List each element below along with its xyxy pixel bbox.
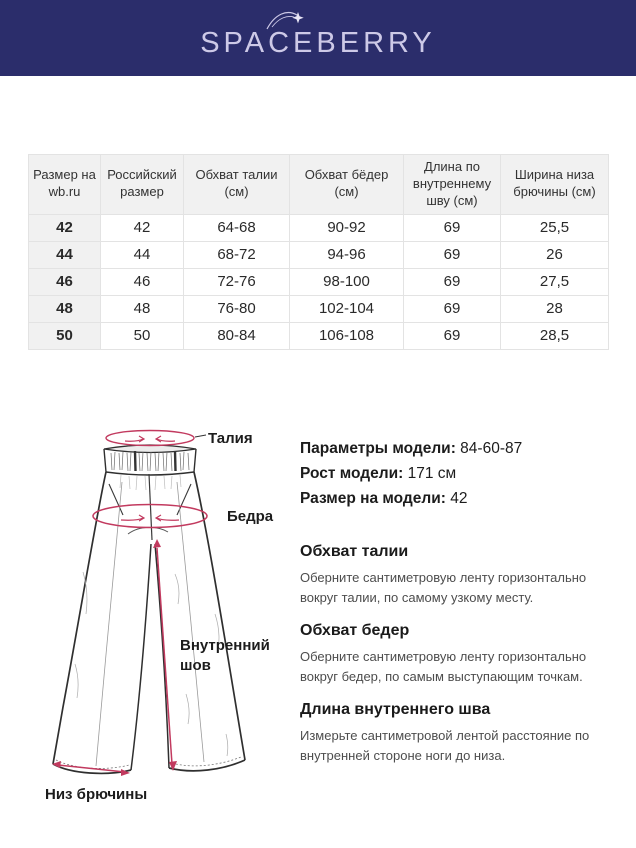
model-params-value: 84-60-87 [460,440,523,457]
cell-hem-width: 28,5 [501,322,609,349]
table-row [29,241,609,268]
cell-wb-size: 46 [29,268,101,295]
waist-label: Талия [208,430,253,447]
cell-inseam: 69 [404,214,501,241]
cell-wb-size: 42 [29,214,101,241]
column-header-ru-size: Российский размер [101,155,184,215]
guide-section-hips [300,622,618,686]
cell-hips: 106-108 [290,322,404,349]
table-row [29,295,609,322]
cell-hem-width: 27,5 [501,268,609,295]
guide-text: Измерьте сантиметровой лентой расстояние по внутренней стороне ноги до низа. [300,728,590,763]
table-row [29,214,609,241]
guide-text: Оберните сантиметровую ленту горизонтально вокруг талии, по самому узкому месту. [300,570,587,605]
pants-diagram [25,412,305,812]
brand-header [0,0,636,76]
cell-waist: 76-80 [184,295,290,322]
cell-hips: 94-96 [290,241,404,268]
guide-section-inseam [300,701,618,765]
column-header-hips: Обхват бёдер (см) [290,155,404,215]
cell-hips: 90-92 [290,214,404,241]
cell-waist: 68-72 [184,241,290,268]
guide-title: Обхват талии [300,543,409,560]
hem-label: Низ брючины [45,786,148,803]
cell-ru-size: 46 [101,268,184,295]
cell-waist: 64-68 [184,214,290,241]
measure-guide [300,543,618,780]
inseam-label: Внутренний шов [180,637,270,674]
cell-hips: 102-104 [290,295,404,322]
cell-ru-size: 42 [101,214,184,241]
column-header-inseam: Длина по внутреннему шву (см) [404,155,501,215]
model-height-label: Рост модели: [300,465,404,482]
table-row [29,268,609,295]
cell-wb-size: 48 [29,295,101,322]
model-params-line [300,441,618,457]
guide-title: Обхват бедер [300,622,410,639]
model-params-label: Параметры модели: [300,440,456,457]
table-row [29,322,609,349]
column-header-hem-width: Ширина низа брючины (см) [501,155,609,215]
guide-title: Длина внутреннего шва [300,701,491,718]
model-size-label: Размер на модели: [300,490,446,507]
brand-logo-text: SPACEBERRY [200,26,436,59]
cell-ru-size: 44 [101,241,184,268]
cell-hem-width: 25,5 [501,214,609,241]
size-table [28,154,609,350]
brand-logo [0,0,636,76]
model-info [300,441,618,516]
cell-hips: 98-100 [290,268,404,295]
column-header-waist: Обхват талии (см) [184,155,290,215]
model-height-line [300,466,618,482]
cell-inseam: 69 [404,268,501,295]
cell-waist: 72-76 [184,268,290,295]
model-height-value: 171 см [407,465,457,482]
table-header-row [29,155,609,215]
cell-inseam: 69 [404,295,501,322]
cell-inseam: 69 [404,241,501,268]
hips-label: Бедра [227,508,274,525]
cell-ru-size: 50 [101,322,184,349]
cell-ru-size: 48 [101,295,184,322]
cell-wb-size: 44 [29,241,101,268]
cell-hem-width: 26 [501,241,609,268]
column-header-wb-size: Размер на wb.ru [29,155,101,215]
model-size-value: 42 [450,490,468,507]
cell-inseam: 69 [404,322,501,349]
model-size-line [300,491,618,507]
guide-section-waist [300,543,618,607]
cell-hem-width: 28 [501,295,609,322]
cell-wb-size: 50 [29,322,101,349]
shooting-star-icon [266,8,306,32]
guide-text: Оберните сантиметровую ленту горизонтально вокруг бедер, по самым выступающим точкам. [300,649,587,684]
cell-waist: 80-84 [184,322,290,349]
